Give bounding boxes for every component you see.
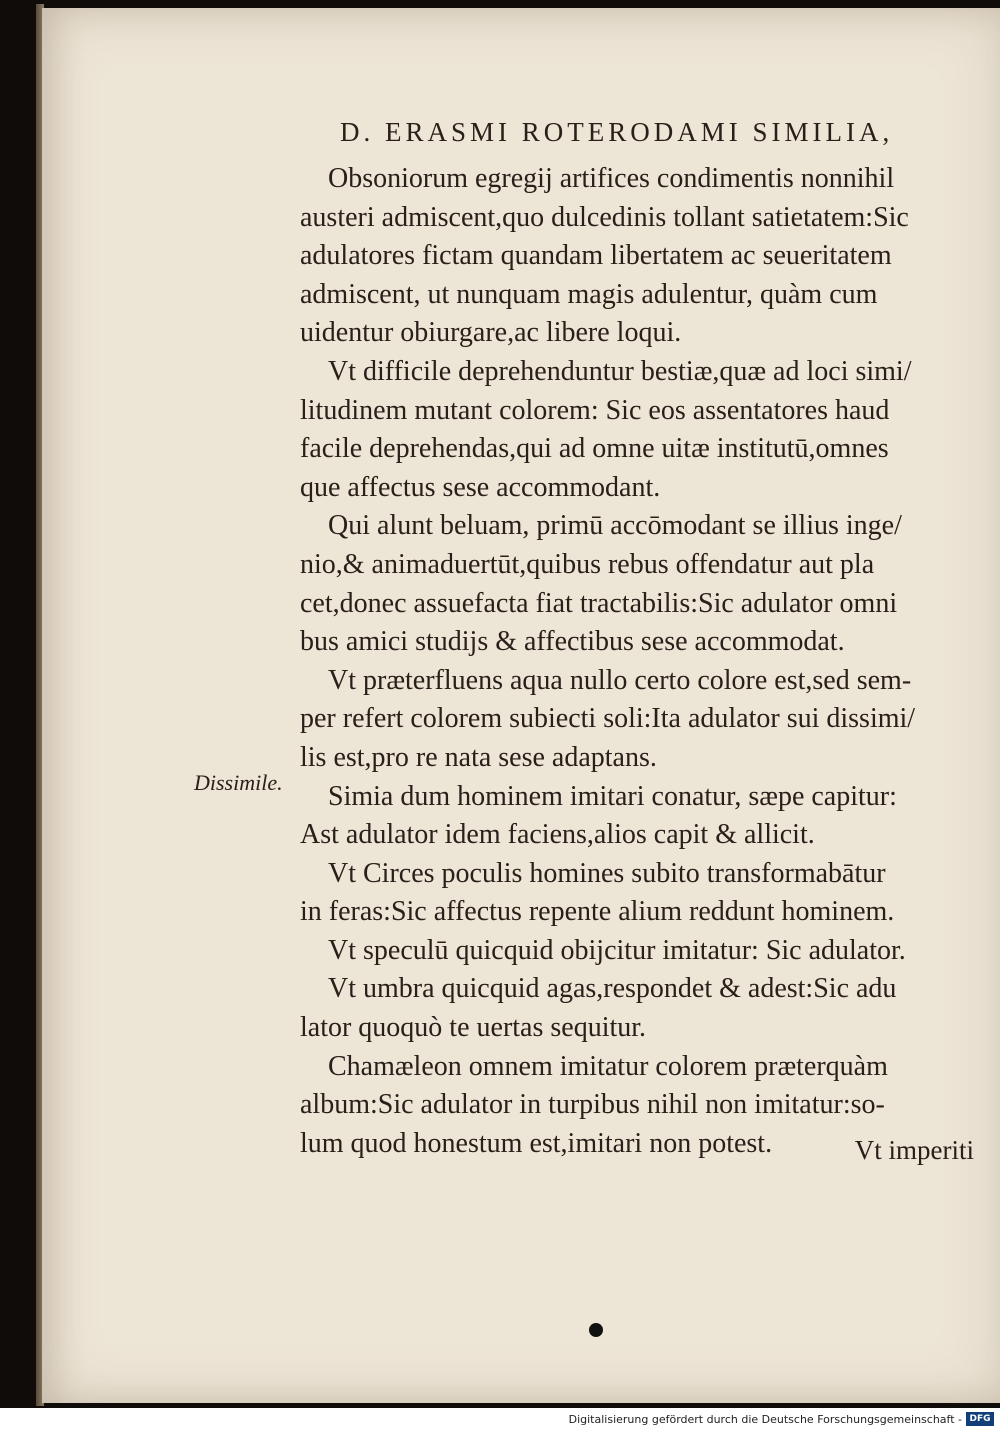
footer-credit: Digitalisierung gefördert durch die Deutsche Forschungsgemeinschaft - <box>568 1413 962 1426</box>
text-line: Ast adulator idem faciens,alios capit & allicit. <box>300 819 815 851</box>
text-line: Vt difficile deprehenduntur bestiæ,quæ ad loci simi/ <box>328 355 912 387</box>
text-line: per refert colorem subiecti soli:Ita adulator sui dissimi/ <box>300 703 916 735</box>
ink-dot <box>589 1323 603 1337</box>
text-line: album:Sic adulator in turpibus nihil non imitatur:so- <box>300 1089 885 1121</box>
text-line: Chamæleon omnem imitatur colorem præterquàm <box>328 1050 888 1082</box>
running-head: D. ERASMI ROTERODAMI SIMILIA, <box>340 117 894 147</box>
text-line: Vt speculū quicquid obijcitur imitatur: Sic adulator. <box>328 934 906 966</box>
text-line: litudinem mutant colorem: Sic eos assentatores haud <box>300 394 890 426</box>
text-line: Vt præterfluens aqua nullo certo colore est,sed sem- <box>328 664 912 696</box>
text-line: admiscent, ut nunquam magis adulentur, quàm cum <box>300 278 878 310</box>
text-line: Qui alunt beluam, primū accōmodant se illius inge/ <box>328 510 902 542</box>
text-line: austeri admiscent,quo dulcedinis tollant satietatem:Sic <box>300 201 909 233</box>
text-line: Obsoniorum egregij artifices condimentis nonnihil <box>328 163 895 194</box>
text-line: bus amici studijs & affectibus sese accommodat. <box>300 626 845 658</box>
text-line: cet,donec assuefacta fiat tractabilis:Sic adulator omni <box>300 587 898 619</box>
text-line: lator quoquò te uertas sequitur. <box>300 1012 647 1044</box>
text-line: nio,& animaduertūt,quibus rebus offendatur aut pla <box>300 548 875 580</box>
text-block <box>300 160 980 1163</box>
text-line: Simia dum hominem imitari conatur, sæpe capitur: <box>328 780 897 812</box>
text-line: lis est,pro re nata sese adaptans. <box>300 741 657 773</box>
text-line: Vt umbra quicquid agas,respondet & adest:Sic adu <box>328 973 897 1005</box>
text-line: in feras:Sic affectus repente alium reddunt hominem. <box>300 896 895 928</box>
catchword: Vt imperiti <box>854 1135 974 1165</box>
text-line: que affectus sese accommodant. <box>300 471 661 503</box>
text-line: Vt Circes poculis homines subito transformabātur <box>328 857 886 889</box>
text-line: lum quod honestum est,imitari non potest. <box>300 1127 773 1159</box>
dfg-logo-icon: DFG <box>966 1412 994 1426</box>
text-line: facile deprehendas,qui ad omne uitæ institutū,omnes <box>300 433 889 465</box>
text-line: adulatores fictam quandam libertatem ac seueritatem <box>300 240 892 272</box>
text-line: uidentur obiurgare,ac libere loqui. <box>300 317 682 349</box>
margin-note: Dissimile. <box>194 770 283 795</box>
